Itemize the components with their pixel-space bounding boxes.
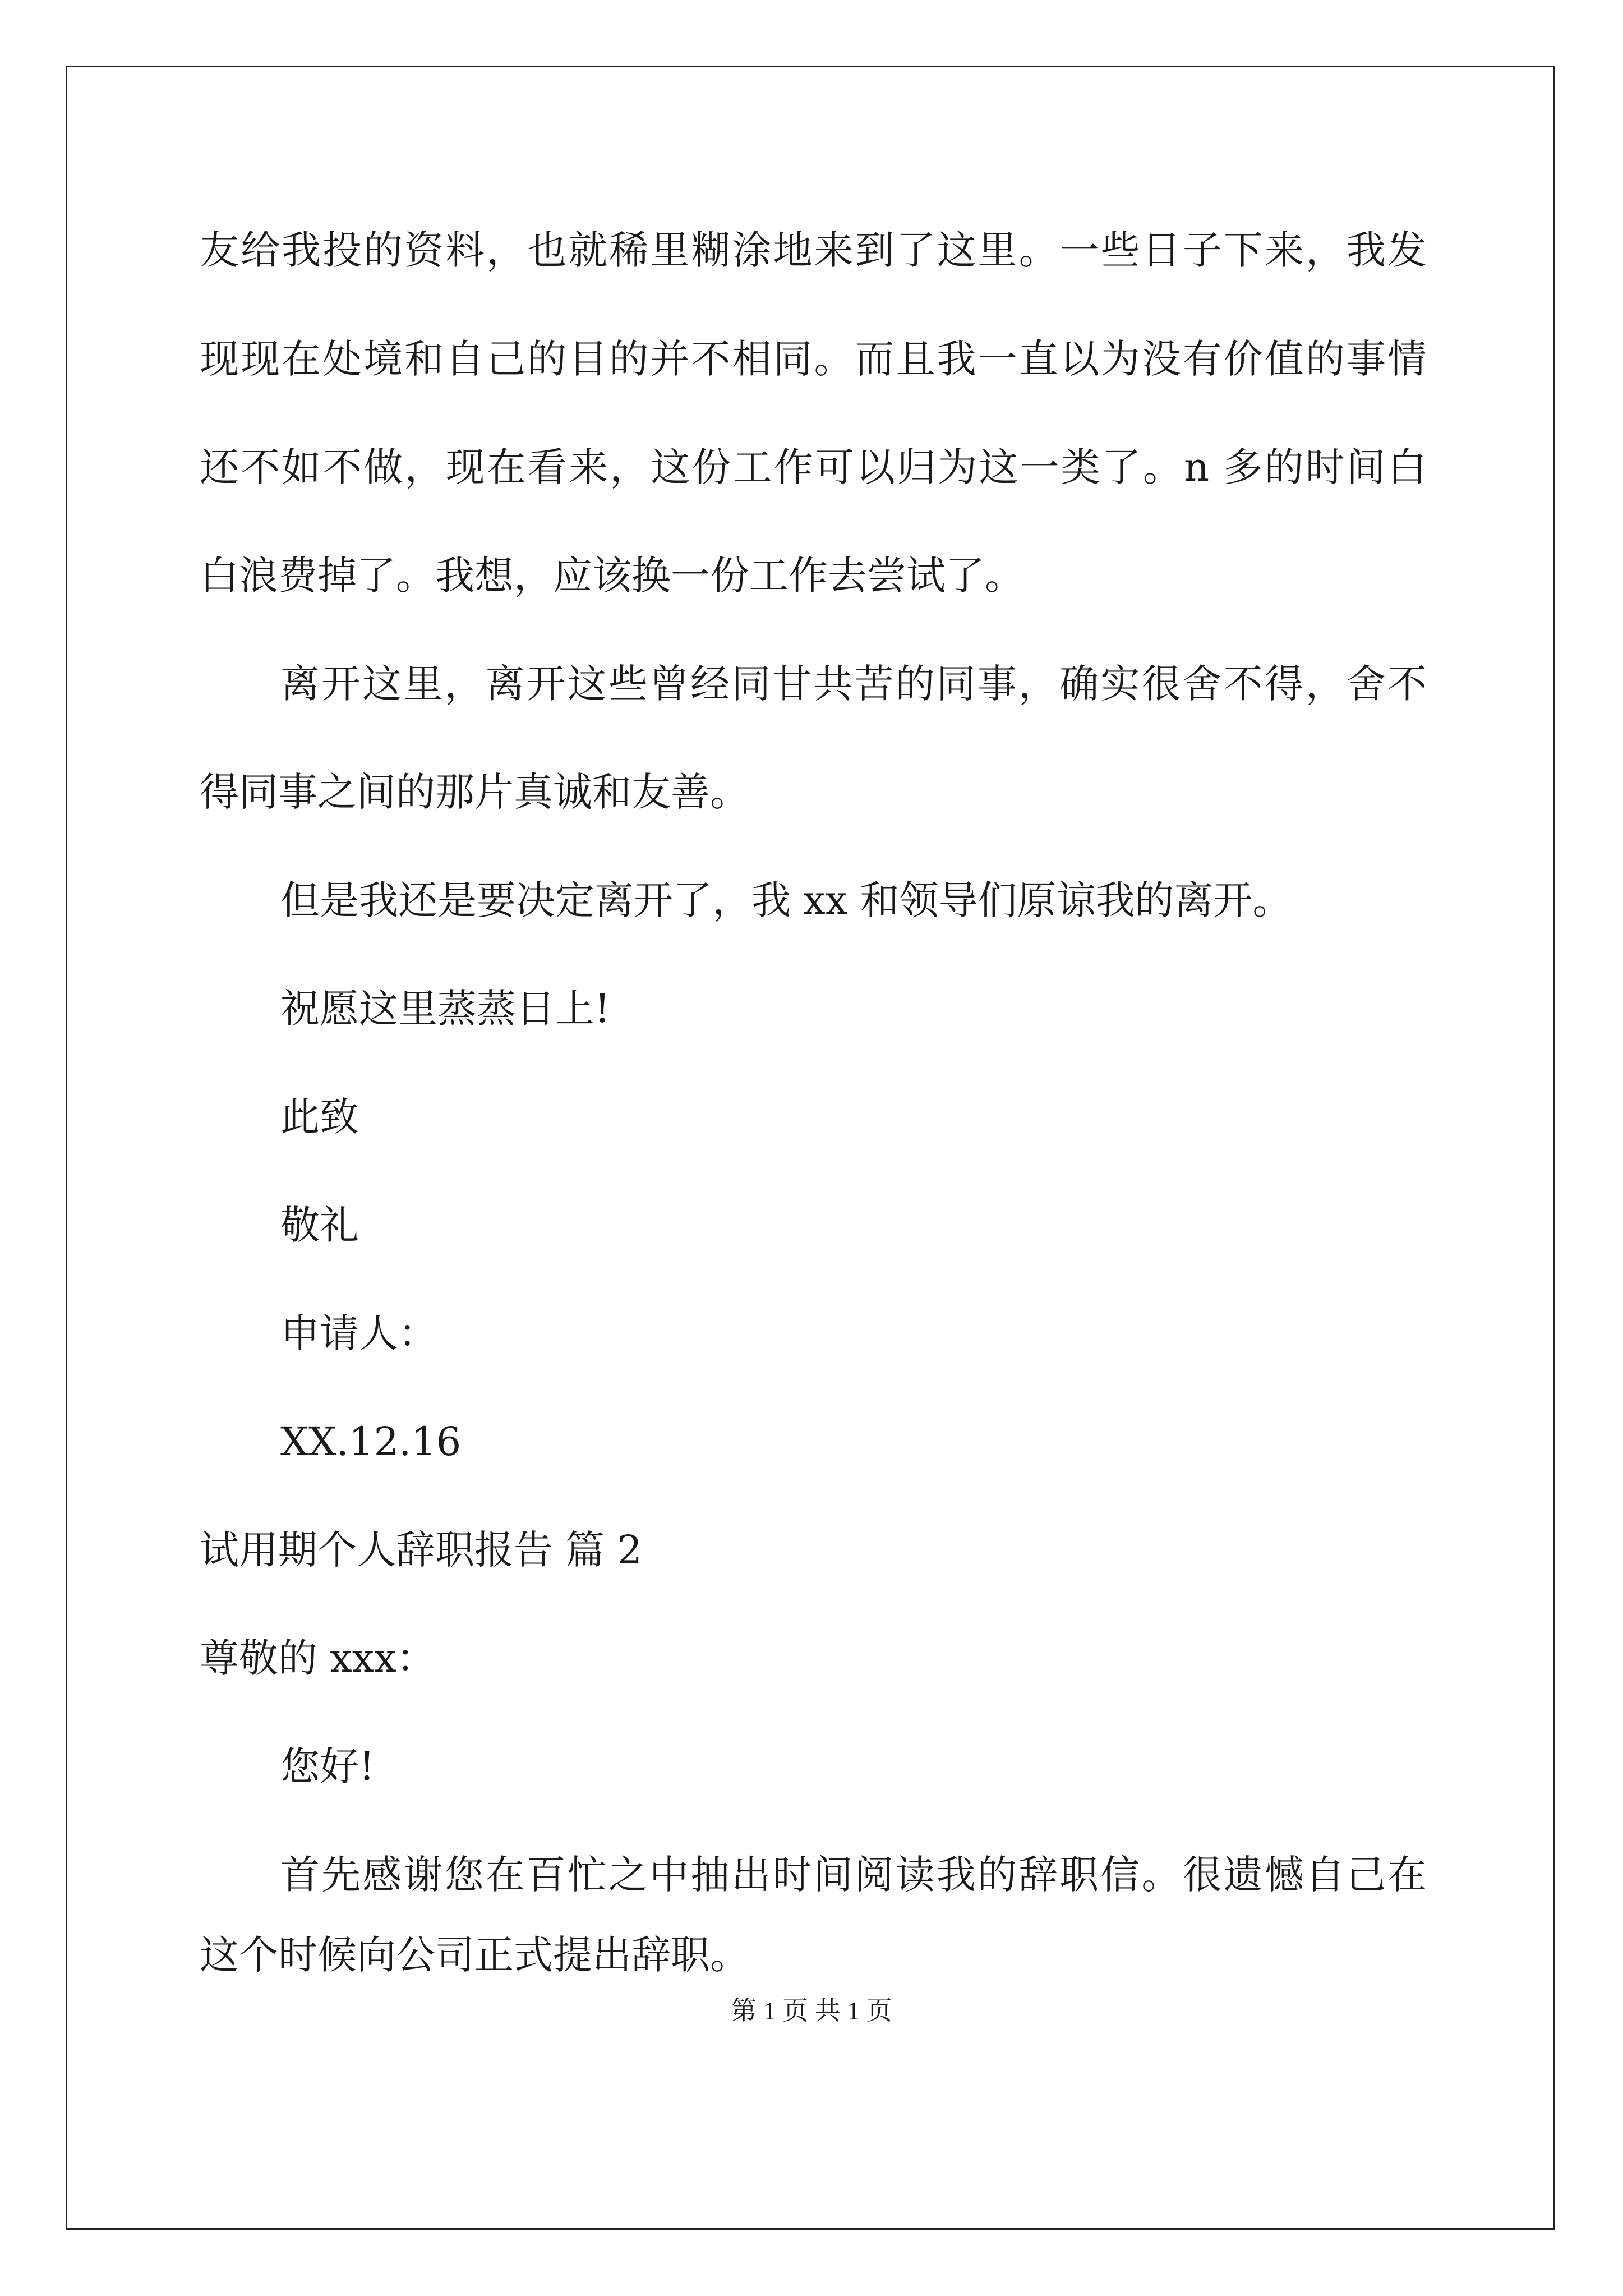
body-text-line: 这个时候向公司正式提出辞职。 [200,1932,749,1978]
page-footer: 第 1 页 共 1 页 [731,1996,892,2025]
section-heading: 试用期个人辞职报告 篇 2 [200,1527,643,1573]
greeting-recipient: 尊敬的 xxx： [200,1635,436,1681]
closing-regards: 敬礼 [280,1202,359,1248]
body-text-line: 首先感谢您在百忙之中抽出时间阅读我的辞职信。很遗憾自己在 [280,1852,1427,1898]
body-text-line: 友给我投的资料，也就稀里糊涂地来到了这里。一些日子下来，我发 [200,227,1427,273]
greeting-line: 您好! [280,1743,375,1789]
body-text-line: 白浪费掉了。我想，应该换一份工作去尝试了。 [200,553,1024,599]
page-border [66,66,1555,2230]
body-text-line: 得同事之间的那片真诚和友善。 [200,769,749,815]
date-line: XX.12.16 [280,1419,462,1465]
applicant-label: 申请人： [280,1310,437,1356]
body-text-line: 祝愿这里蒸蒸日上! [280,986,611,1032]
body-text-line: 现现在处境和自己的目的并不相同。而且我一直以为没有价值的事情 [200,336,1427,382]
body-text-line: 还不如不做，现在看来，这份工作可以归为这一类了。n 多的时间白 [200,444,1427,490]
body-text-line: 离开这里，离开这些曾经同甘共苦的同事，确实很舍不得，舍不 [280,661,1427,707]
body-text-line: 但是我还是要决定离开了，我 xx 和领导们原谅我的离开。 [280,877,1292,923]
closing-salutation: 此致 [280,1094,359,1140]
